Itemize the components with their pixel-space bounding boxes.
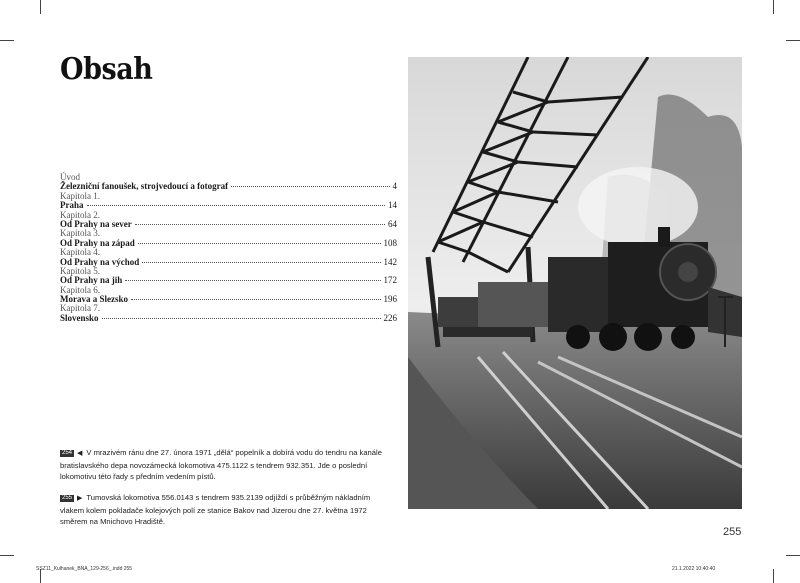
crop-mark bbox=[786, 555, 800, 570]
locomotive-photo bbox=[408, 57, 742, 509]
toc-entry bbox=[60, 295, 397, 304]
toc-entry-page: 64 bbox=[388, 218, 397, 229]
print-slug-timestamp: 21.1.2022 10:40:40 bbox=[672, 566, 716, 572]
crop-mark bbox=[0, 26, 14, 41]
photo-caption bbox=[60, 447, 390, 483]
toc-entry-title: Od Prahy na jih bbox=[60, 275, 123, 286]
toc-leader-dots bbox=[125, 280, 380, 281]
crop-mark bbox=[773, 569, 788, 583]
toc-leader-dots bbox=[142, 262, 380, 263]
arrow-right-icon: ▶ bbox=[77, 495, 83, 502]
toc-entry bbox=[60, 276, 397, 285]
toc-chapter-label: Kapitola 4. bbox=[60, 247, 100, 258]
toc-chapter-label: Kapitola 3. bbox=[60, 228, 100, 239]
toc-entry-title: Od Prahy na západ bbox=[60, 237, 135, 248]
toc-entry bbox=[60, 220, 397, 229]
crop-mark bbox=[0, 555, 14, 570]
caption-text: Tumovská lokomotiva 556.0143 s tendrem 935.2139 odjíždí s průběžným nákladním vlakem kolem pokladače kolejových polí ze stanice Bakov nad Jizerou dne 27. května 1972 směrem na Mnichovo Hradiště. bbox=[60, 493, 371, 526]
toc-entry-page: 172 bbox=[383, 275, 397, 286]
toc-chapter-label: Kapitola 2. bbox=[60, 209, 100, 220]
toc-leader-dots bbox=[87, 205, 386, 206]
caption-number-badge: 255 bbox=[62, 495, 73, 501]
toc-entry-page: 108 bbox=[383, 237, 397, 248]
toc-entry bbox=[60, 182, 397, 191]
page-number: 255 bbox=[723, 526, 742, 538]
table-of-contents bbox=[60, 173, 397, 323]
toc-entry-title: Praha bbox=[60, 200, 84, 211]
toc-entry-page: 14 bbox=[388, 200, 397, 211]
photo-caption bbox=[60, 492, 390, 528]
toc-chapter-label: Kapitola 1. bbox=[60, 190, 100, 201]
crop-mark bbox=[786, 26, 800, 41]
toc-entry-page: 4 bbox=[392, 181, 397, 192]
toc-entry bbox=[60, 314, 397, 323]
toc-leader-dots bbox=[231, 186, 389, 187]
toc-chapter-label: Kapitola 5. bbox=[60, 265, 100, 276]
toc-entry bbox=[60, 201, 397, 210]
crop-mark bbox=[773, 0, 788, 14]
toc-leader-dots bbox=[131, 299, 381, 300]
toc-chapter-label: Kapitola 7. bbox=[60, 303, 100, 314]
toc-entry-title: Morava a Slezsko bbox=[60, 294, 128, 305]
toc-entry bbox=[60, 239, 397, 248]
toc-leader-dots bbox=[135, 224, 385, 225]
toc-entry-page: 226 bbox=[383, 312, 397, 323]
toc-entry-title: Od Prahy na východ bbox=[60, 256, 140, 267]
toc-entry-title: Železniční fanoušek, strojvedoucí a fotograf bbox=[60, 181, 229, 192]
toc-chapter-label: Kapitola 6. bbox=[60, 284, 100, 295]
caption-number-badge: 254 bbox=[62, 450, 73, 456]
toc-chapter-label: Úvod bbox=[60, 172, 80, 182]
toc-leader-dots bbox=[102, 318, 381, 319]
toc-entry-title: Od Prahy na sever bbox=[60, 218, 132, 229]
toc-entry-title: Slovensko bbox=[60, 312, 99, 323]
toc-leader-dots bbox=[138, 243, 381, 244]
print-slug-filename: SSZ11_Kulhanek_BNA_129-256_.indd 255 bbox=[36, 566, 133, 572]
toc-entry bbox=[60, 258, 397, 267]
arrow-left-icon: ◀ bbox=[77, 450, 83, 457]
toc-entry-page: 142 bbox=[383, 256, 397, 267]
page-title: Obsah bbox=[60, 52, 153, 87]
caption-text: V mrazivém ránu dne 27. února 1971 „dělá“ popelník a dobírá vodu do tendru na kanále bratislavského depa novozámecká lokomotiva 475.1122 s tendrem 932.351. Jde o poslední lokomotivu této řady s předním vedením pístů. bbox=[60, 448, 382, 481]
toc-entry-page: 196 bbox=[383, 294, 397, 305]
crop-mark bbox=[26, 0, 41, 14]
